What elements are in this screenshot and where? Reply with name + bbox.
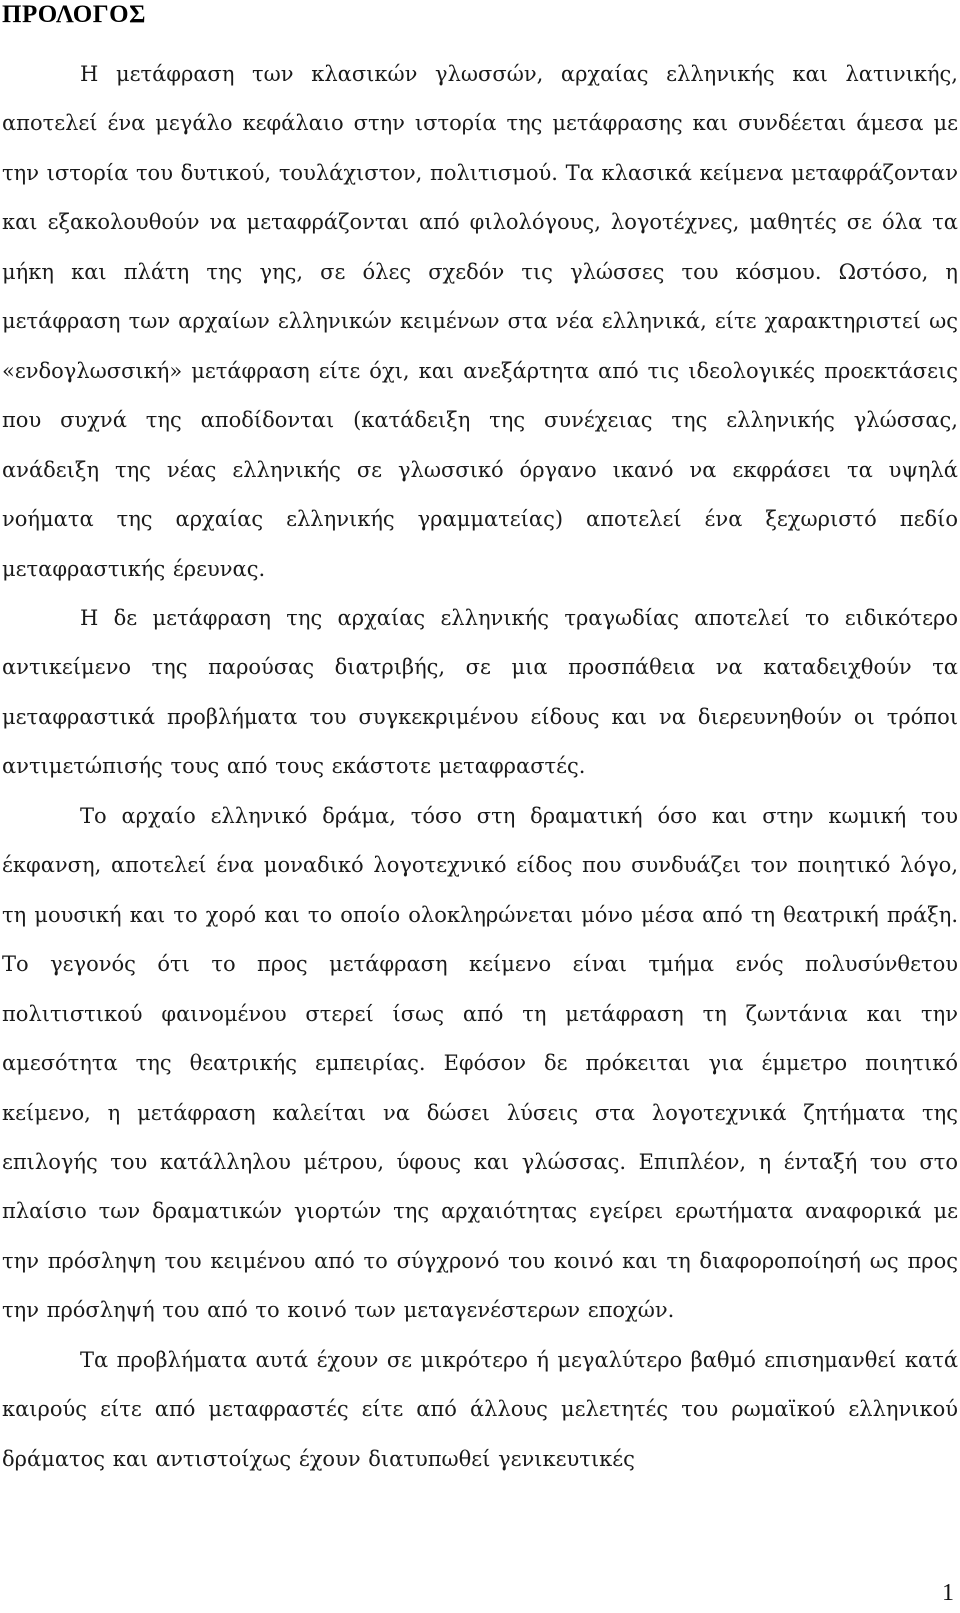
body-text — [2, 50, 958, 1484]
page-number: 1 — [942, 1580, 954, 1606]
paragraph-3: Το αρχαίο ελληνικό δράμα, τόσο στη δραματική όσο και στην κωμική του έκφανση, αποτελεί ένα μοναδικό λογοτεχνικό είδος που συνδυάζει τον ποιητικό λόγο, τη μουσική και το χορό και το οποίο ολοκληρώνεται μόνο μέσα από τη θεατρική πράξη. Το γεγονός ότι το προς μετάφραση κείμενο είναι τμήμα ενός πολυσύνθετου πολιτιστικού φαινομένου στερεί ίσως από τη μετάφραση τη ζωντάνια και την αμεσότητα της θεατρικής εμπειρίας. Εφόσον δε πρόκειται για έμμετρο ποιητικό κείμενο, η μετάφραση καλείται να δώσει λύσεις στα λογοτεχνικά ζητήματα της επιλογής του κατάλληλου μέτρου, ύφους και γλώσσας. Επιπλέον, η ένταξή του στο πλαίσιο των δραματικών γιορτών της αρχαιότητας εγείρει ερωτήματα αναφορικά με την πρόσληψη του κειμένου από το σύγχρονό του κοινό και τη διαφοροποίησή ως προς την πρόσληψή του από το κοινό των μεταγενέστερων εποχών. — [2, 803, 958, 1323]
paragraph-4: Τα προβλήματα αυτά έχουν σε μικρότερο ή μεγαλύτερο βαθμό επισημανθεί κατά καιρούς είτε από μεταφραστές είτε από άλλους μελετητές του ρωμαϊκού ελληνικού δράματος και αντιστοίχως έχουν διατυπωθεί γενικευτικές — [2, 1347, 958, 1471]
page-title: ΠΡΟΛΟΓΟΣ — [2, 1, 146, 28]
paragraph-2: Η δε μετάφραση της αρχαίας ελληνικής τραγωδίας αποτελεί το ειδικότερο αντικείμενο της παρούσας διατριβής, σε μια προσπάθεια να καταδειχθούν τα μεταφραστικά προβλήματα του συγκεκριμένου είδους και να διερευνηθούν οι τρόποι αντιμετώπισής τους από τους εκάστοτε μεταφραστές. — [2, 605, 958, 779]
paragraph-1: Η μετάφραση των κλασικών γλωσσών, αρχαίας ελληνικής και λατινικής, αποτελεί ένα μεγάλο κεφάλαιο στην ιστορία της μετάφρασης και συνδέεται άμεσα με την ιστορία του δυτικού, τουλάχιστον, πολιτισμού. Τα κλασικά κείμενα μεταφράζονταν και εξακολουθούν να μεταφράζονται από φιλολόγους, λογοτέχνες, μαθητές σε όλα τα μήκη και πλάτη της γης, σε όλες σχεδόν τις γλώσσες του κόσμου. Ωστόσο, η μετάφραση των αρχαίων ελληνικών κειμένων στα νέα ελληνικά, είτε χαρακτηριστεί ως «ενδογλωσσική» μετάφραση είτε όχι, και ανεξάρτητα από τις ιδεολογικές προεκτάσεις που συχνά της αποδίδονται (κατάδειξη της συνέχειας της ελληνικής γλώσσας, ανάδειξη της νέας ελληνικής σε γλωσσικό όργανο ικανό να εκφράσει τα υψηλά νοήματα της αρχαίας ελληνικής γραμματείας) αποτελεί ένα ξεχωριστό πεδίο μεταφραστικής έρευνας. — [2, 62, 958, 581]
